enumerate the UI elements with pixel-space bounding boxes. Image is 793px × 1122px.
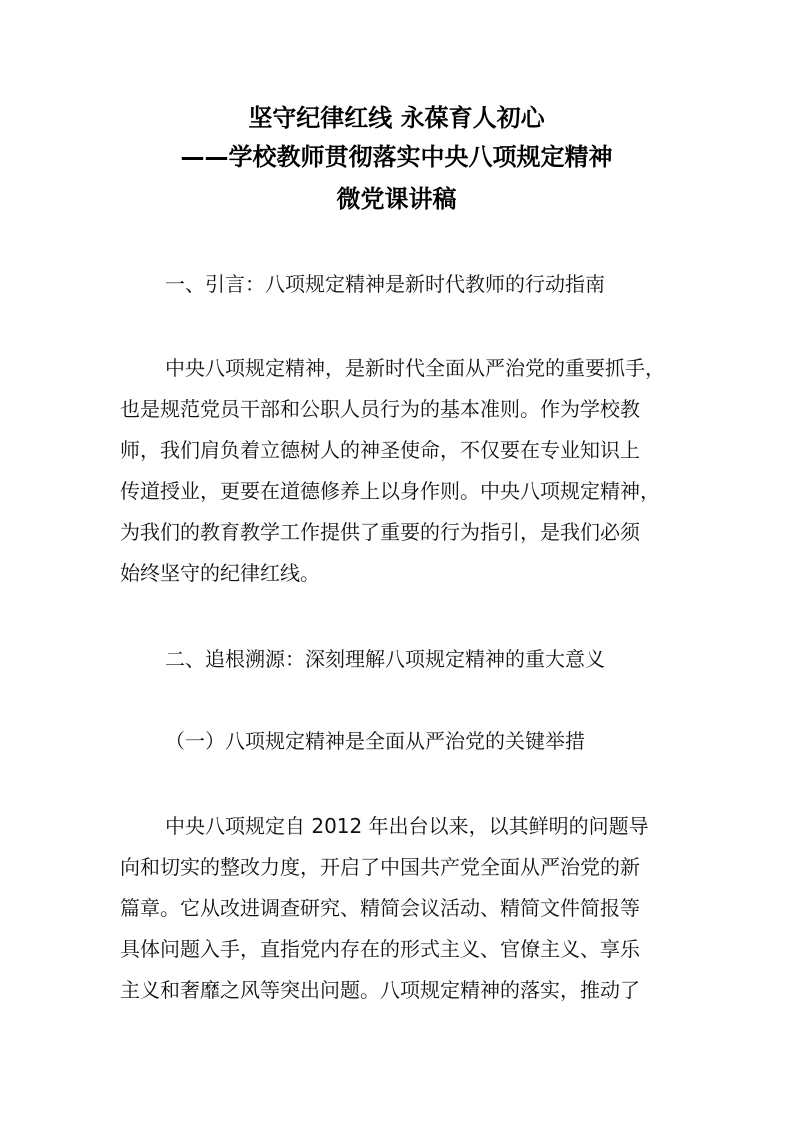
paragraph-1: [120, 348, 680, 594]
paragraph-line: 中央八项规定自 2012 年出台以来，以其鲜明的问题导: [165, 814, 649, 838]
paragraph-line: 具体问题入手，直指党内存在的形式主义、官僚主义、享乐: [120, 937, 640, 961]
paragraph-line: 传道授业，更要在道德修养上以身作则。中央八项规定精神，: [120, 479, 660, 503]
paragraph-line: 为我们的教育教学工作提供了重要的行为指引，是我们必须: [120, 520, 640, 544]
paragraph-line: 向和切实的整改力度，开启了中国共产党全面从严治党的新: [120, 855, 640, 879]
paragraph-line: 始终坚守的纪律红线。: [120, 561, 320, 585]
section-2-heading: 二、追根溯源：深刻理解八项规定精神的重大意义: [165, 647, 605, 671]
paragraph-line: 主义和奢靡之风等突出问题。八项规定精神的落实，推动了: [120, 978, 640, 1002]
paragraph-line: 中央八项规定精神，是新时代全面从严治党的重要抓手，: [165, 356, 665, 380]
paragraph-2: [120, 806, 680, 1011]
section-1-heading: 一、引言：八项规定精神是新时代教师的行动指南: [165, 272, 605, 296]
title-line-2: ——学校教师贯彻落实中央八项规定精神: [180, 143, 613, 171]
title-line-1: 坚守纪律红线 永葆育人初心: [248, 104, 545, 132]
paragraph-line: 也是规范党员干部和公职人员行为的基本准则。作为学校教: [120, 397, 640, 421]
paragraph-line: 篇章。它从改进调查研究、精简会议活动、精简文件简报等: [120, 896, 640, 920]
paragraph-line: 师，我们肩负着立德树人的神圣使命，不仅要在专业知识上: [120, 438, 640, 462]
title-line-3: 微党课讲稿: [336, 185, 457, 213]
subsection-1-heading: （一）八项规定精神是全面从严治党的关键举措: [165, 729, 585, 753]
